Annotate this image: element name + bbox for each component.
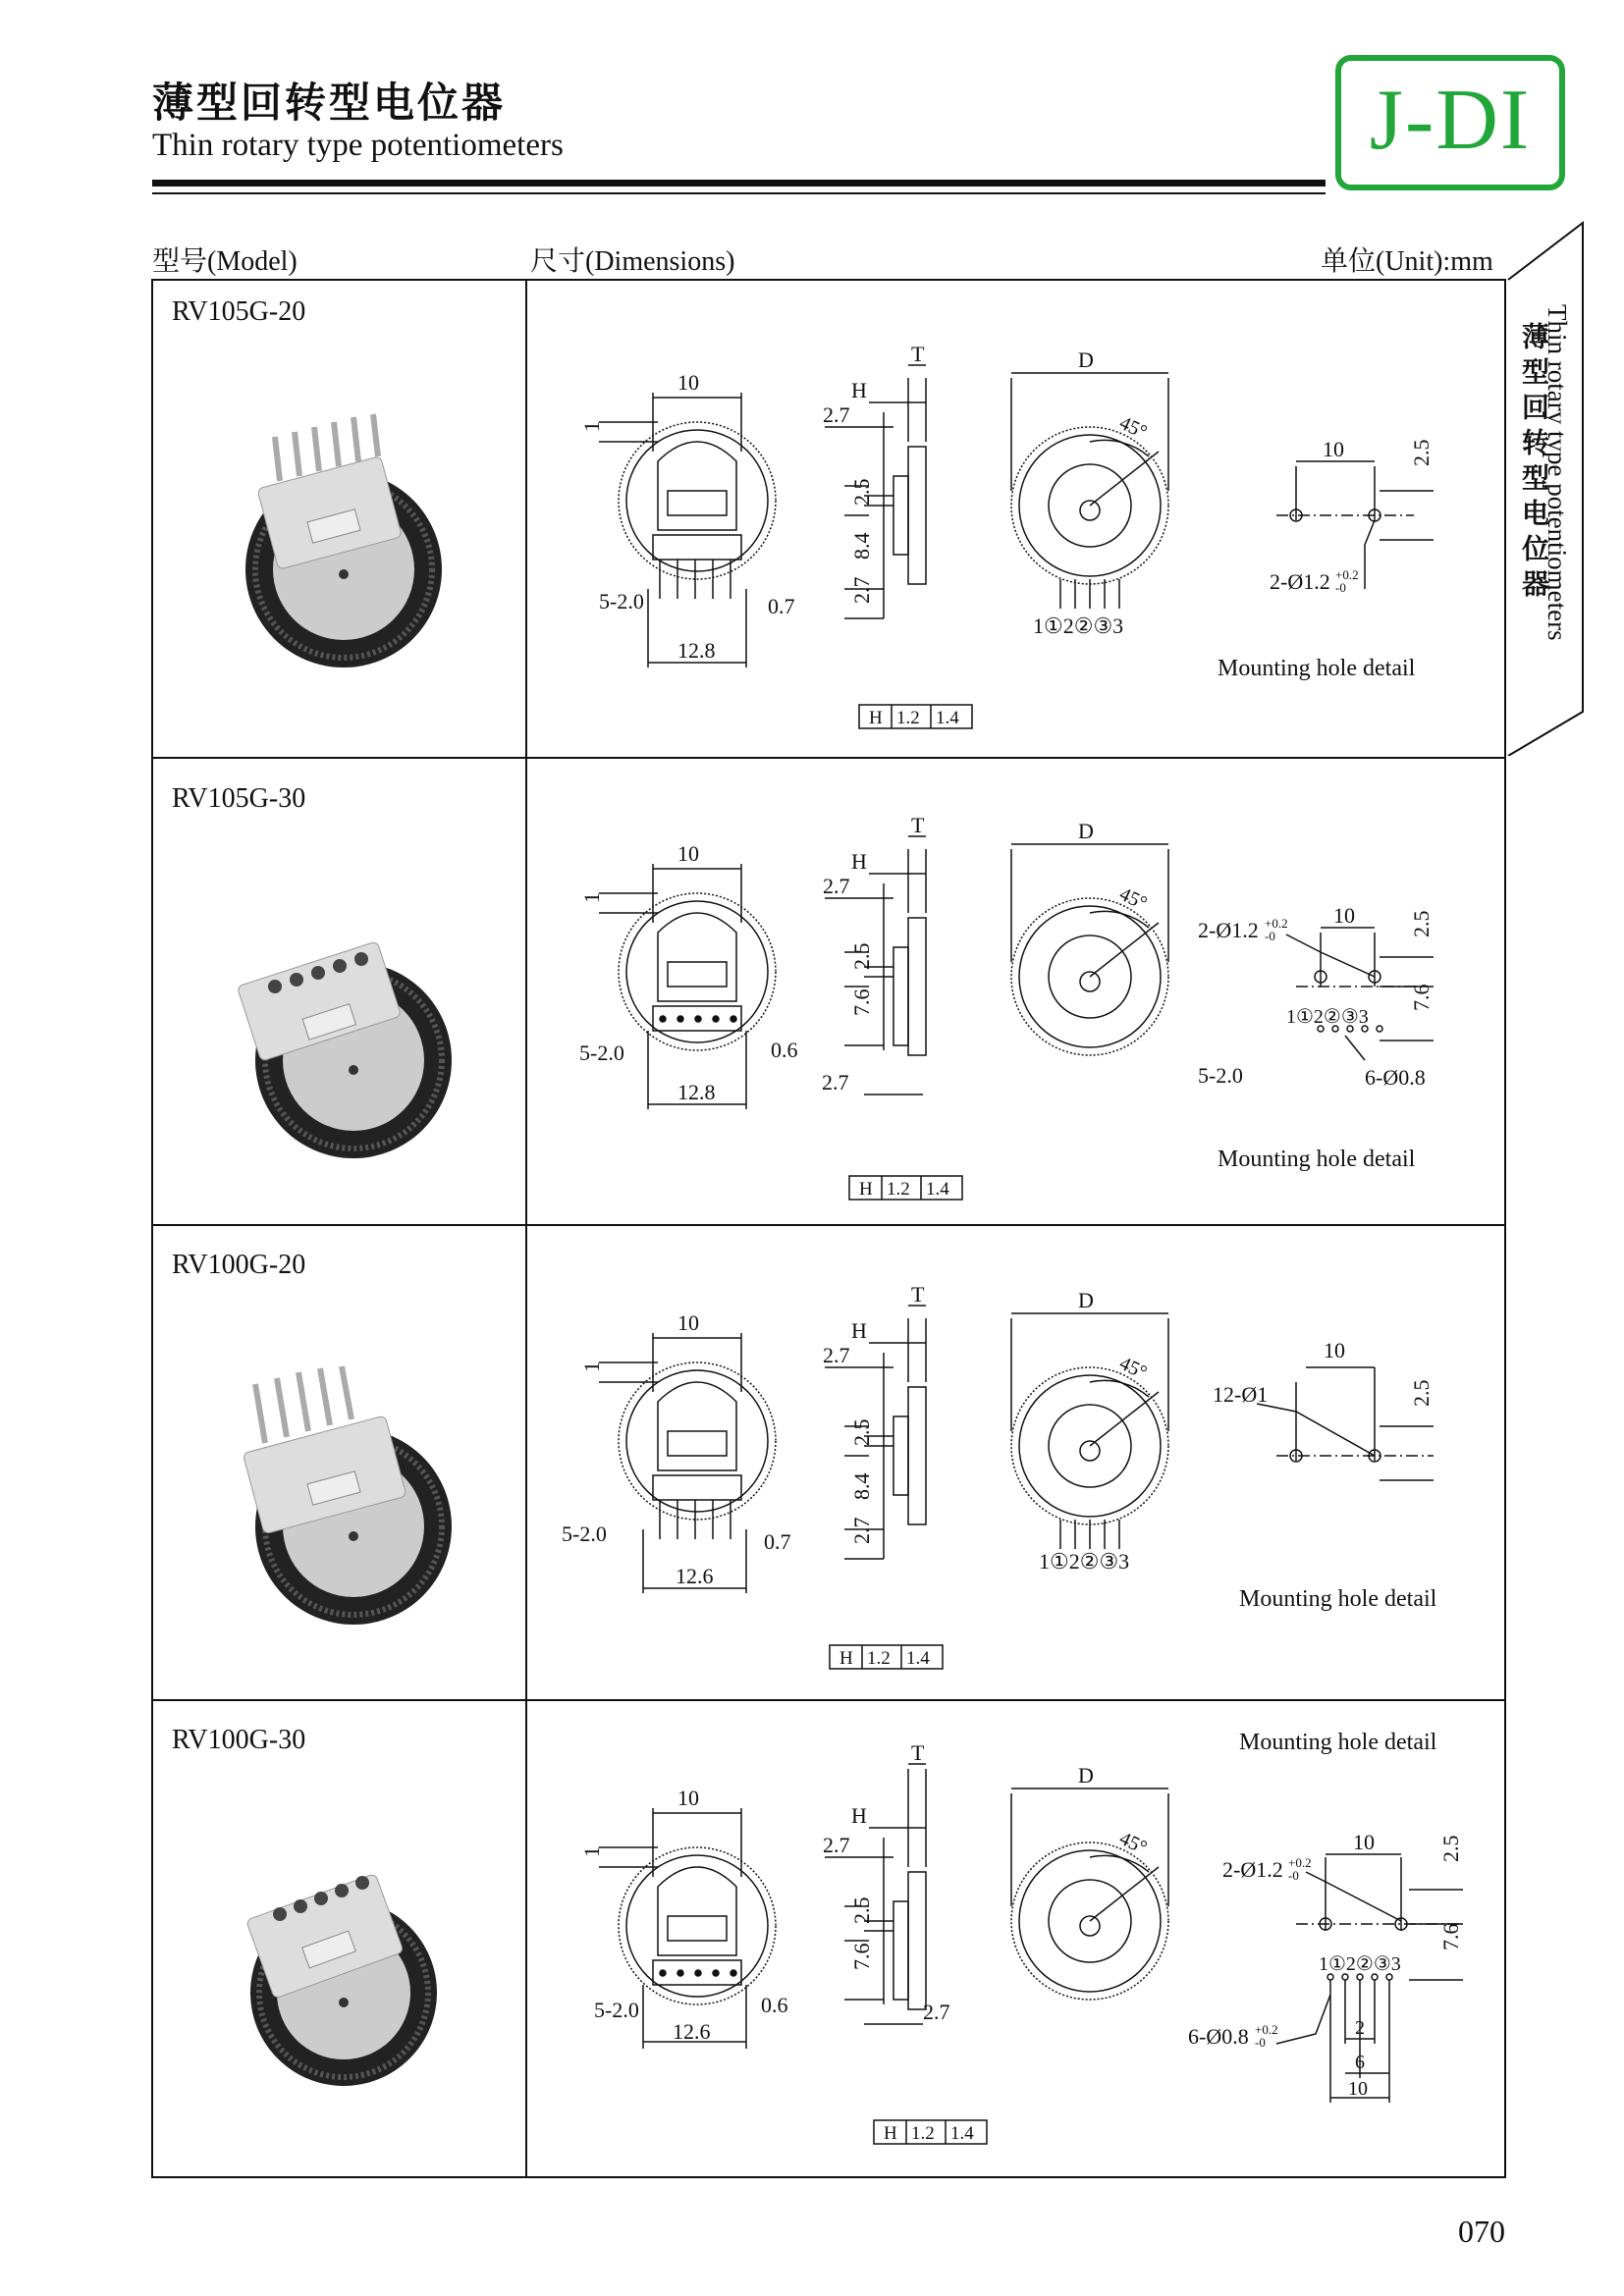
dim-label: H xyxy=(851,1318,867,1343)
model-name: RV100G-20 xyxy=(172,1250,306,1280)
dim-label: 2.5 xyxy=(849,1418,874,1446)
dim-label: 2-Ø1.2 xyxy=(1198,918,1259,942)
dim-label: 10 xyxy=(1323,437,1344,461)
dim-label: 2.5 xyxy=(849,942,874,970)
h-table-cell: H xyxy=(884,2123,897,2144)
dim-label: +0.2 xyxy=(1255,2022,1278,2037)
h-table-cell: 1.2 xyxy=(867,1648,891,1669)
dim-label: H xyxy=(851,378,867,402)
side-tab-cn: 薄型回转型电位器 xyxy=(1518,322,1550,605)
dim-label: 10 xyxy=(677,370,699,395)
dim-label: 5-2.0 xyxy=(579,1041,624,1065)
row-divider xyxy=(151,757,1506,759)
dim-label: 10 xyxy=(1333,903,1355,928)
page-title-cn: 薄型回转型电位器 xyxy=(152,79,507,127)
dim-label: 45° xyxy=(1115,411,1151,444)
side-tab xyxy=(1512,294,1571,687)
dim-label: 0.7 xyxy=(764,1529,791,1554)
dim-label: 5-2.0 xyxy=(1198,1063,1243,1088)
h-table-cell: 1.4 xyxy=(926,1179,949,1200)
dim-label: 2.5 xyxy=(1438,1835,1463,1862)
dim-label: D xyxy=(1078,1288,1094,1312)
dim-label: 0.7 xyxy=(768,594,795,618)
dim-label: 2.7 xyxy=(923,2000,950,2024)
dim-label: 2 xyxy=(1355,2017,1365,2039)
dim-label: +0.2 xyxy=(1265,916,1288,931)
column-header-dimensions: 尺寸(Dimensions) xyxy=(530,246,735,277)
mounting-hole-label: Mounting hole detail xyxy=(1239,1586,1437,1612)
dim-label: 10 xyxy=(1353,1830,1375,1854)
dim-label: 2.7 xyxy=(823,402,850,427)
h-table-cell: 1.2 xyxy=(911,2123,935,2144)
dim-label: 2.7 xyxy=(823,874,850,898)
dim-label: 2.5 xyxy=(1409,910,1434,937)
dim-label: 1①2②③3 xyxy=(1033,614,1124,638)
dim-label: 1①2②③3 xyxy=(1286,1006,1369,1028)
page-number: 070 xyxy=(1458,2214,1505,2249)
dim-label: 1 xyxy=(579,421,604,432)
header-rule xyxy=(152,180,1326,187)
dim-label: 7.6 xyxy=(1438,1923,1463,1950)
dim-label: 12.6 xyxy=(676,1564,714,1588)
dim-label: 2-Ø1.2 xyxy=(1270,569,1330,594)
dim-label: 2.7 xyxy=(823,1343,850,1367)
product-photo xyxy=(206,1364,471,1629)
dim-label: 45° xyxy=(1115,1352,1151,1384)
dim-label: 2-Ø1.2 xyxy=(1222,1857,1283,1882)
dim-label: D xyxy=(1078,819,1094,843)
dimension-drawing xyxy=(530,1235,1502,1696)
dim-label: 10 xyxy=(677,1310,699,1335)
column-header-model: 型号(Model) xyxy=(152,246,298,277)
dim-label: 0.6 xyxy=(771,1038,798,1062)
dim-label: 2.5 xyxy=(1409,439,1434,466)
dim-label: 1 xyxy=(579,1846,604,1857)
h-table-cell: 1.4 xyxy=(936,708,959,728)
dim-label: 0.6 xyxy=(761,1993,788,2017)
h-table-cell: 1.4 xyxy=(950,2123,974,2144)
h-table-cell: H xyxy=(859,1179,873,1200)
dim-label: 10 xyxy=(1348,2078,1368,2100)
dim-label: 6 xyxy=(1355,2052,1365,2073)
dim-label: 45° xyxy=(1115,1827,1151,1859)
column-header-unit: 单位(Unit):mm xyxy=(1321,246,1493,277)
dim-label: 2.7 xyxy=(823,1833,850,1857)
dim-label: D xyxy=(1078,347,1094,372)
dim-label: T xyxy=(911,1282,925,1307)
dim-label: T xyxy=(911,813,925,837)
dim-label: D xyxy=(1078,1763,1094,1788)
dim-label: H xyxy=(851,849,867,874)
dim-label: -0 xyxy=(1288,1868,1299,1883)
dim-label: +0.2 xyxy=(1335,567,1359,582)
dim-label: 6-Ø0.8 xyxy=(1188,2024,1249,2049)
dim-label: 12-Ø1 xyxy=(1213,1382,1269,1407)
dim-label: T xyxy=(911,342,925,366)
dim-label: -0 xyxy=(1255,2035,1266,2050)
dim-label: 2.7 xyxy=(849,576,874,604)
model-name: RV100G-30 xyxy=(172,1725,306,1755)
dim-label: 1 xyxy=(579,892,604,903)
dim-label: 2.7 xyxy=(822,1070,849,1095)
page-title-en: Thin rotary type potentiometers xyxy=(152,128,564,163)
dim-label: 8.4 xyxy=(849,1472,874,1500)
product-photo xyxy=(206,903,471,1168)
dim-label: 10 xyxy=(677,841,699,866)
h-table-cell: 1.2 xyxy=(896,708,920,728)
dim-label: 10 xyxy=(1324,1338,1345,1362)
dim-label: 12.6 xyxy=(673,2019,711,2044)
mounting-hole-label: Mounting hole detail xyxy=(1218,656,1416,681)
dim-label: 1①2②③3 xyxy=(1039,1549,1130,1574)
mounting-hole-label: Mounting hole detail xyxy=(1218,1147,1416,1172)
dim-label: H xyxy=(851,1803,867,1828)
dimension-drawing xyxy=(530,766,1502,1227)
side-tab-en: Thin rotary type potentiometers xyxy=(1543,304,1572,641)
brand-logo: J-DI xyxy=(1335,55,1565,190)
dim-label: -0 xyxy=(1265,929,1275,943)
dim-label: 10 xyxy=(677,1786,699,1810)
row-divider xyxy=(151,1699,1506,1701)
header-rule-thin xyxy=(152,192,1326,194)
dim-label: 2.5 xyxy=(849,1896,874,1924)
dim-label: 1 xyxy=(579,1362,604,1372)
h-table-cell: H xyxy=(869,708,883,728)
dim-label: T xyxy=(911,1740,925,1765)
dim-label: 7.6 xyxy=(1409,984,1434,1011)
dim-label: 1①2②③3 xyxy=(1319,1953,1401,1975)
mounting-hole-label: Mounting hole detail xyxy=(1239,1730,1437,1755)
table-divider xyxy=(525,279,527,2178)
dim-label: 12.8 xyxy=(677,1080,716,1104)
h-table-cell: H xyxy=(839,1648,853,1669)
dim-label: 2.5 xyxy=(1409,1379,1434,1407)
dim-label: 7.6 xyxy=(849,988,874,1016)
product-photo xyxy=(206,412,471,677)
product-photo xyxy=(206,1836,471,2101)
dim-label: -0 xyxy=(1335,580,1346,595)
dim-label: 45° xyxy=(1115,882,1151,915)
dimension-drawing xyxy=(530,294,1502,756)
dim-label: 8.4 xyxy=(849,532,874,560)
dim-label: 5-2.0 xyxy=(599,589,644,614)
dim-label: 7.6 xyxy=(849,1943,874,1970)
dim-label: 12.8 xyxy=(677,638,716,663)
dim-label: 6-Ø0.8 xyxy=(1365,1065,1426,1090)
model-name: RV105G-30 xyxy=(172,783,306,814)
dim-label: 5-2.0 xyxy=(562,1522,607,1546)
dim-label: 2.5 xyxy=(849,478,874,506)
h-table-cell: 1.2 xyxy=(887,1179,910,1200)
dim-label: +0.2 xyxy=(1288,1855,1312,1870)
dim-label: 2.7 xyxy=(849,1517,874,1544)
h-table-cell: 1.4 xyxy=(906,1648,930,1669)
dimension-drawing xyxy=(530,1710,1502,2171)
model-name: RV105G-20 xyxy=(172,296,306,327)
dim-label: 5-2.0 xyxy=(594,1998,639,2022)
